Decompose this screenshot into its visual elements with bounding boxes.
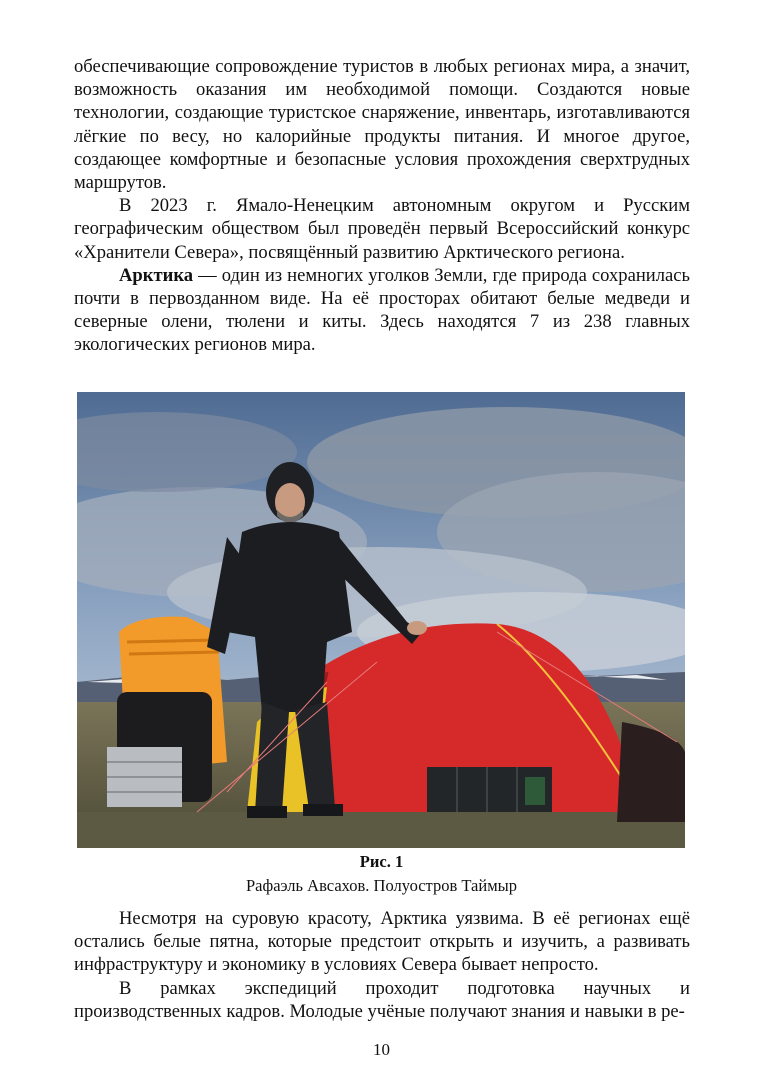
term-arctic: Арктика xyxy=(119,264,194,286)
paragraph-5: В рамках экспедиций проходит подготовка научных и производственных кадров. Молодые учёные получают знания и навыки в ре- xyxy=(74,977,690,1022)
body-text-bottom xyxy=(74,907,690,1023)
paragraph-1: обеспечивающие сопровождение туристов в любых регионах мира, а значит, возможность оказания им необходимой помощи. Создаются новые технологии, создающие туристское снаряжение, инвентарь, изготавливаются лёгкие по весу, но калорийные продукты питания. И многое другое, создающее комфортные и безопасные условия прохождения сверхтрудных маршрутов. xyxy=(74,56,690,194)
paragraph-3-text: — один из немногих уголков Земли, где природа сохранилась почти в первозданном виде. На её просторах обитают белые медведи и северные олени, тюлени и киты. Здесь находятся 7 из 238 главных экологических регионов мира. xyxy=(74,264,690,356)
page-number: 10 xyxy=(373,1040,390,1059)
body-text-top xyxy=(74,55,690,357)
paragraph-4: Несмотря на суровую красоту, Арктика уязвима. В её регионах ещё остались белые пятна, которые предстоит открыть и изучить, а развивать инфраструктуру и экономику в условиях Севера бывает непросто. xyxy=(74,908,690,976)
figure-number: Рис. 1 xyxy=(359,852,404,871)
photo-illustration xyxy=(77,392,685,848)
paragraph-2: В 2023 г. Ямало-Ненецким автономным округом и Русским географическим обществом был проведён первый Всероссийский конкурс «Хранители Севера», посвящённый развитию Арктического региона. xyxy=(74,195,690,263)
figure-photo xyxy=(77,392,685,848)
figure-caption: Рафаэль Авсахов. Полуостров Таймыр xyxy=(246,876,517,895)
paragraph-3 xyxy=(74,264,690,357)
